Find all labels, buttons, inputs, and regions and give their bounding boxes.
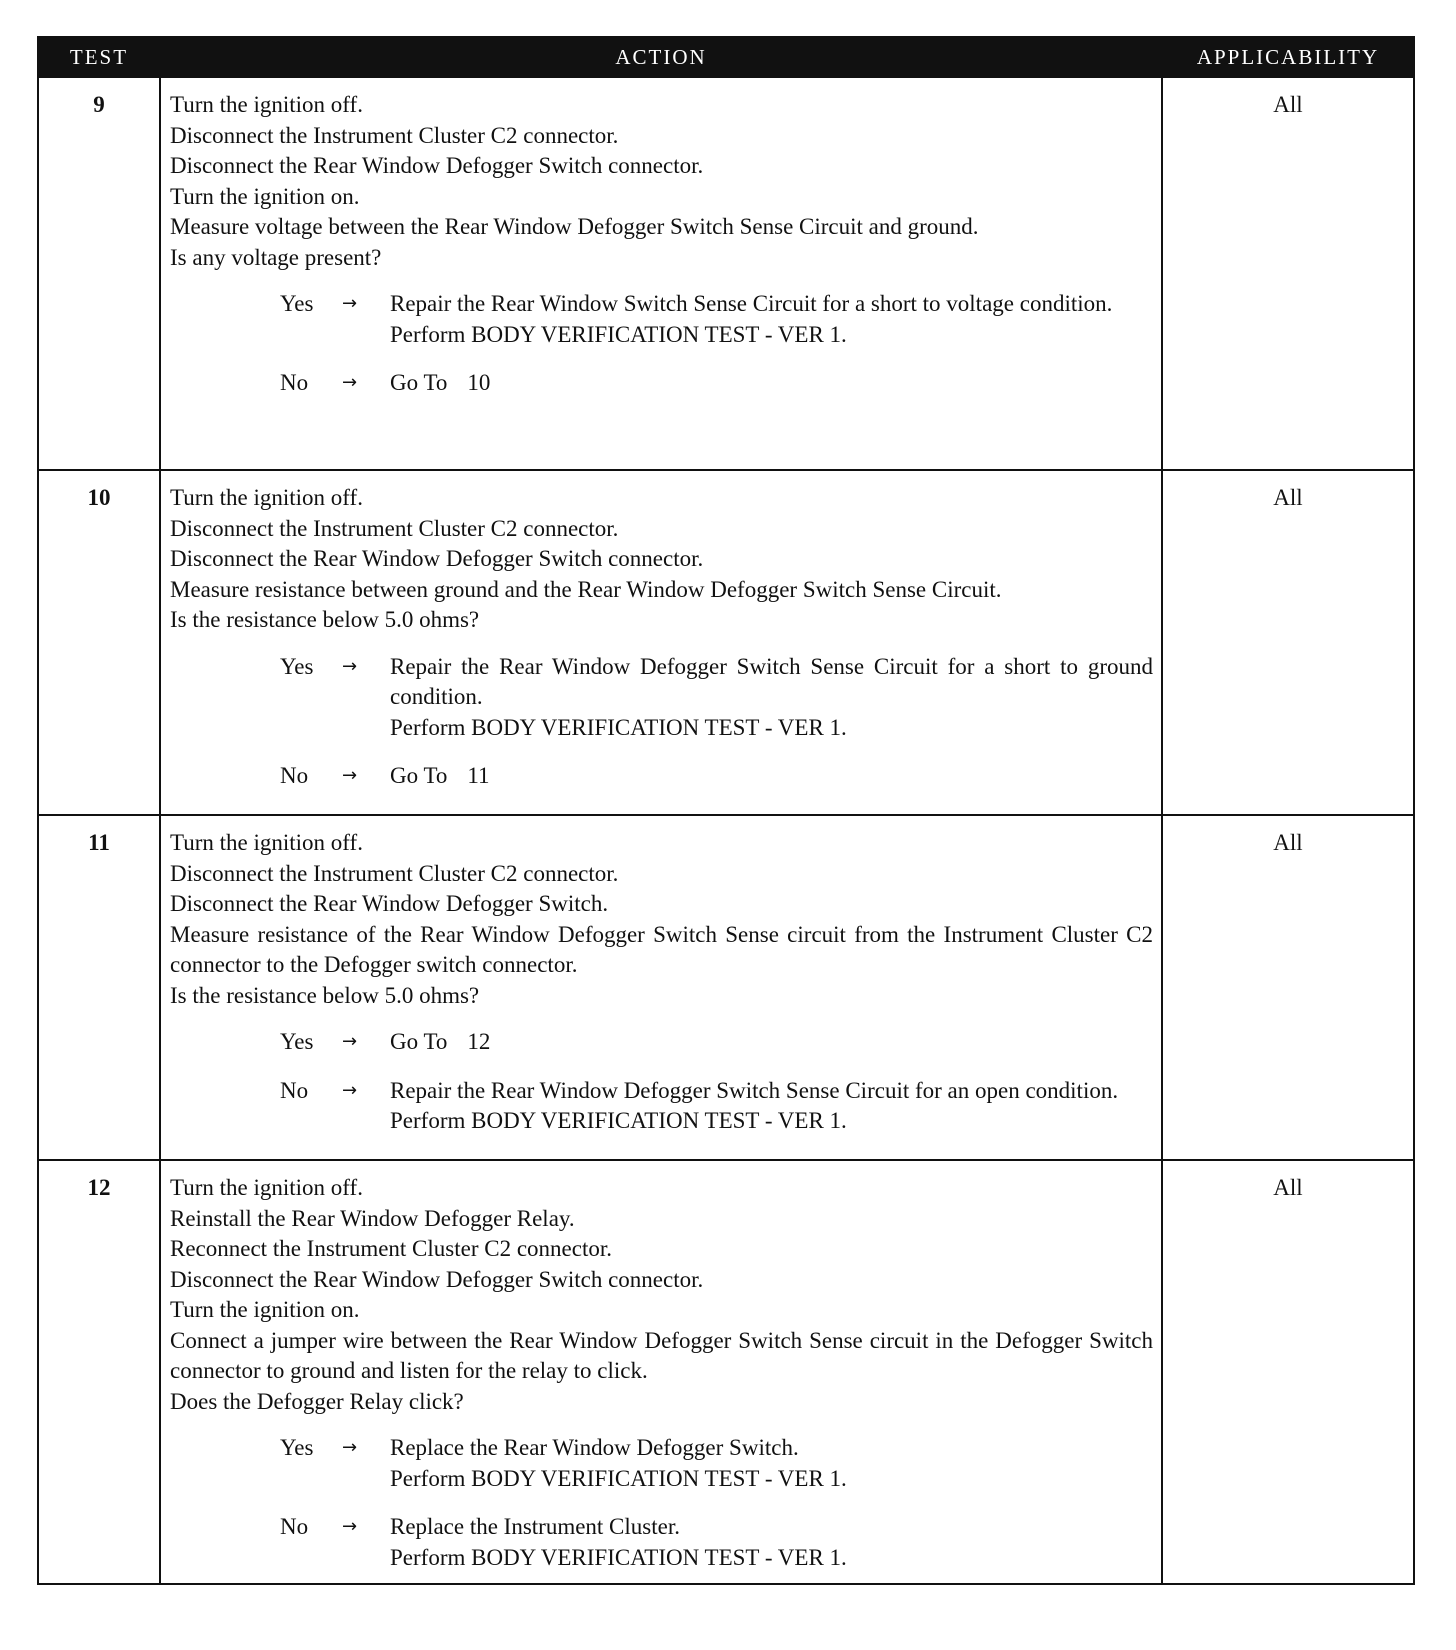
outcome-yes	[170, 1433, 1153, 1494]
action-step: Disconnect the Rear Window Defogger Switch connector.	[170, 546, 704, 571]
action-cell	[160, 815, 1162, 1160]
outcome-yes-label: Yes	[280, 1435, 314, 1460]
outcome-yes-text: Repair the Rear Window Switch Sense Circuit for a short to voltage condition.	[390, 291, 1113, 316]
diagnostic-test-table	[37, 36, 1415, 1585]
action-step: Disconnect the Instrument Cluster C2 connector.	[170, 860, 619, 886]
outcome-yes	[170, 1027, 1153, 1058]
outcomes	[170, 289, 1153, 399]
diagnostic-test-sheet	[37, 36, 1413, 1585]
action-cell	[160, 77, 1162, 470]
outcome-no-goto: Go To	[390, 763, 448, 788]
applicability-value: All	[1162, 470, 1414, 815]
outcome-yes-text-2: Perform BODY VERIFICATION TEST - VER 1.	[390, 714, 847, 740]
test-number: 9	[38, 77, 160, 470]
table-row-test-10	[38, 470, 1414, 815]
outcome-no-goto: Go To	[390, 370, 448, 395]
action-step: Disconnect the Rear Window Defogger Switch connector.	[170, 1266, 704, 1292]
action-step: Disconnect the Instrument Cluster C2 connector.	[170, 122, 619, 148]
applicability-value: All	[1162, 1160, 1414, 1584]
outcome-yes-label: Yes	[280, 653, 314, 679]
goto-target-link[interactable]: 12	[467, 1029, 491, 1054]
outcome-no-label: No	[280, 1077, 309, 1103]
test-number: 11	[38, 815, 160, 1160]
action-step: Turn the ignition off.	[170, 92, 363, 117]
action-step: Is the resistance below 5.0 ohms?	[170, 607, 480, 632]
right-arrow-icon: →	[342, 1079, 358, 1101]
outcome-yes	[170, 652, 1153, 744]
goto-target-link[interactable]: 10	[467, 370, 491, 395]
table-row-test-9	[38, 77, 1414, 470]
outcome-yes-text-2: Perform BODY VERIFICATION TEST - VER 1.	[390, 321, 847, 347]
header-applicability: APPLICABILITY	[1162, 37, 1414, 77]
outcome-no-label: No	[280, 763, 309, 788]
action-step: Connect a jumper wire between the Rear Window Defogger Switch Sense circuit in the Defogger Switch connector to ground and listen for the relay to click.	[170, 1327, 1153, 1383]
outcome-yes-text-2: Perform BODY VERIFICATION TEST - VER 1.	[390, 1465, 847, 1491]
action-cell	[160, 1160, 1162, 1584]
outcome-yes-text: Repair the Rear Window Defogger Switch Sense Circuit for a short to ground condition.	[390, 653, 1153, 709]
goto-target-link[interactable]: 11	[467, 763, 490, 788]
outcome-no-label: No	[280, 370, 309, 395]
action-step: Turn the ignition off.	[170, 830, 363, 855]
action-step: Does the Defogger Relay click?	[170, 1388, 464, 1414]
action-step: Measure voltage between the Rear Window Defogger Switch Sense Circuit and ground.	[170, 214, 979, 239]
right-arrow-icon: →	[342, 1031, 358, 1052]
action-step: Turn the ignition on.	[170, 183, 360, 209]
action-step: Disconnect the Instrument Cluster C2 connector.	[170, 515, 619, 541]
table-header-row	[38, 37, 1414, 77]
action-step: Turn the ignition off.	[170, 1175, 363, 1200]
test-number: 12	[38, 1160, 160, 1584]
header-action: ACTION	[160, 37, 1162, 77]
outcome-no-label: No	[280, 1514, 309, 1539]
action-step: Disconnect the Rear Window Defogger Switch.	[170, 891, 609, 916]
outcome-no-text: Replace the Instrument Cluster.	[390, 1514, 680, 1539]
outcome-no-text-2: Perform BODY VERIFICATION TEST - VER 1.	[390, 1544, 847, 1570]
outcome-no	[170, 761, 1153, 792]
action-step: Reinstall the Rear Window Defogger Relay.	[170, 1205, 575, 1231]
outcome-yes-text: Replace the Rear Window Defogger Switch.	[390, 1435, 799, 1460]
outcome-no	[170, 1512, 1153, 1573]
header-test: TEST	[38, 37, 160, 77]
applicability-value: All	[1162, 815, 1414, 1160]
outcome-yes	[170, 289, 1153, 350]
action-step: Measure resistance between ground and the Rear Window Defogger Switch Sense Circuit.	[170, 576, 1002, 602]
action-step: Reconnect the Instrument Cluster C2 connector.	[170, 1236, 612, 1261]
test-number: 10	[38, 470, 160, 815]
action-step: Is any voltage present?	[170, 244, 382, 270]
outcomes	[170, 1433, 1153, 1573]
right-arrow-icon: →	[342, 293, 358, 314]
action-step: Disconnect the Rear Window Defogger Switch connector.	[170, 153, 704, 178]
right-arrow-icon: →	[342, 655, 358, 677]
action-step: Is the resistance below 5.0 ohms?	[170, 982, 480, 1008]
outcome-yes-label: Yes	[280, 291, 314, 316]
right-arrow-icon: →	[342, 1516, 358, 1537]
action-step: Turn the ignition off.	[170, 485, 363, 510]
outcome-yes-goto: Go To	[390, 1029, 448, 1054]
right-arrow-icon: →	[342, 372, 358, 393]
right-arrow-icon: →	[342, 765, 358, 786]
action-step: Turn the ignition on.	[170, 1297, 360, 1322]
right-arrow-icon: →	[342, 1437, 358, 1458]
table-row-test-12	[38, 1160, 1414, 1584]
outcomes	[170, 652, 1153, 792]
outcome-no	[170, 1076, 1153, 1137]
outcome-no	[170, 368, 1153, 399]
outcome-no-text: Repair the Rear Window Defogger Switch Sense Circuit for an open condition.	[390, 1077, 1119, 1103]
action-cell	[160, 470, 1162, 815]
applicability-value: All	[1162, 77, 1414, 470]
outcome-no-text-2: Perform BODY VERIFICATION TEST - VER 1.	[390, 1108, 847, 1133]
table-row-test-11	[38, 815, 1414, 1160]
outcome-yes-label: Yes	[280, 1029, 314, 1054]
action-step: Measure resistance of the Rear Window Defogger Switch Sense circuit from the Instrument Cluster C2 connector to the Defogger switch connector.	[170, 921, 1153, 977]
outcomes	[170, 1027, 1153, 1137]
